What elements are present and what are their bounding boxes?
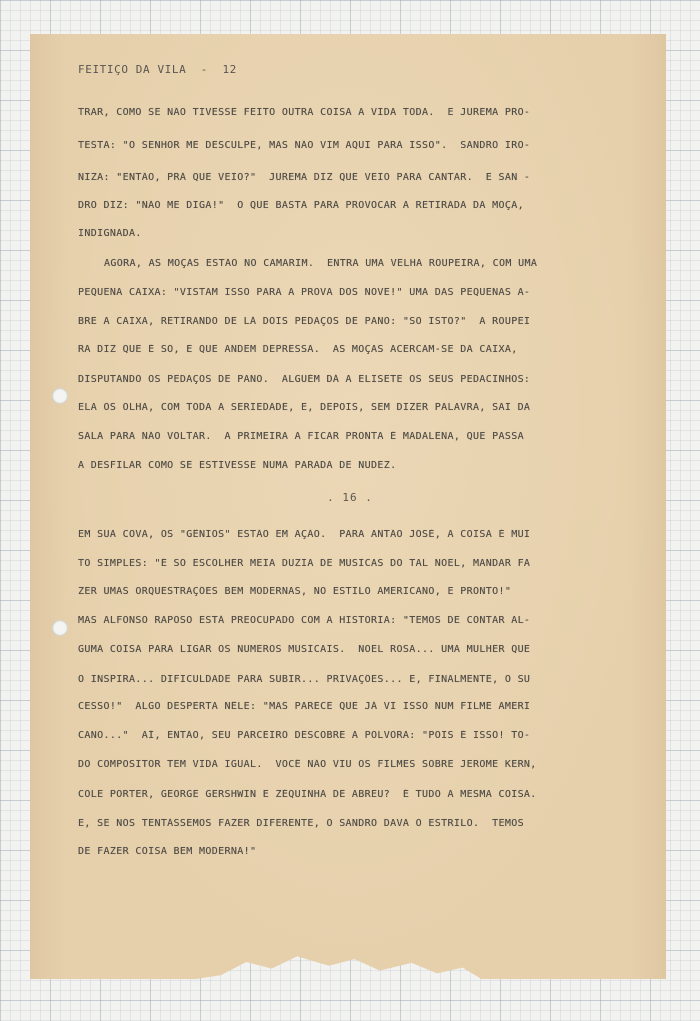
text-line: RA DIZ QUE É SÓ, E QUE ANDEM DEPRESSA. AS MOÇAS ACERCAM-SE DA CAIXA,	[78, 344, 518, 355]
text-line: PEQUENA CAIXA: "VISTAM ISSO PARA A PROVA DOS NOVE!" UMA DAS PEQUENAS A-	[78, 287, 531, 298]
text-line: CESSO!" ALGO DESPERTA NÊLE: "MAS PARECE QUE JÁ VI ISSO NUM FILME AMERI	[78, 701, 531, 712]
text-line: TRAR, COMO SE NÃO TIVESSE FEITO OUTRA COISA A VIDA TÔDA. E JUREMA PRO-	[78, 107, 531, 118]
text-line: GUMA COISA PARA LIGAR OS NÚMEROS MUSICAIS. NOEL ROSA... UMA MULHER QUE	[78, 644, 531, 655]
text-line: ELA OS OLHA, COM TÔDA A SERIEDADE, E, DEPOIS, SEM DIZER PALAVRA, SAI DA	[78, 402, 531, 413]
text-line: ZER UMAS ORQUESTRAÇÕES BEM MODERNAS, NO ESTILO AMERICANO, E PRONTO!"	[78, 586, 512, 597]
text-line: E, SE NÓS TENTÁSSEMOS FAZER DIFERENTE, O SANDRO DAVA O ESTRILO. TEMOS	[78, 818, 524, 829]
punch-hole	[52, 620, 68, 636]
text-line: DISPUTANDO OS PEDAÇOS DE PANO. ALGUÉM DÁ A ELISETE OS SEUS PEDACINHOS:	[78, 374, 531, 385]
text-line: A DESFILAR COMO SE ESTIVESSE NUMA PARADA DE NUDEZ.	[78, 460, 397, 471]
text-line: O INSPIRA... DIFICULDADE PARA SUBIR... PRIVAÇÕES... E, FINALMENTE, O SU	[78, 674, 531, 685]
text-line: DE FAZER COISA BEM MODERNA!"	[78, 846, 257, 857]
text-line: DRO DIZ: "NÃO ME DIGA!" O QUE BASTA PARA PROVOCAR A RETIRADA DA MOÇA,	[78, 200, 524, 211]
text-line: SALA PARA NÃO VOLTAR. A PRIMEIRA A FICAR PRONTA É MADALENA, QUE PASSA	[78, 431, 524, 442]
text-line: TESTA: "O SENHOR ME DESCULPE, MAS NÃO VIM AQUI PARA ISSO". SANDRO IRO-	[78, 140, 531, 151]
punch-hole	[52, 388, 68, 404]
text-line: MAS ALFONSO RAPÔSO ESTÁ PREOCUPADO COM A HISTÓRIA: "TEMOS DE CONTAR AL-	[78, 615, 531, 626]
text-line: BRE A CAIXA, RETIRANDO DE LÁ DOIS PEDAÇOS DE PANO: "SÓ ISTO?" A ROUPEI	[78, 316, 531, 327]
text-line: EM SUA COVA, OS "GÊNIOS" ESTÃO EM AÇÃO. PARA ANTÃO JOSÉ, A COISA É MUI	[78, 529, 531, 540]
text-line: TO SIMPLES: "É SÓ ESCOLHER MEIA DÚZIA DE MÚSICAS DO TAL NOEL, MANDAR FA	[78, 558, 531, 569]
page-header: FEITIÇO DA VILA - 12	[78, 63, 237, 76]
text-line: DO COMPOSITOR TEM VIDA IGUAL. VOCÊ NÃO VIU OS FILMES SÔBRE JEROME KERN,	[78, 759, 537, 770]
section-number: . 16 .	[327, 491, 373, 504]
text-line: NIZA: "ENTÃO, PRÁ QUE VEIO?" JUREMA DIZ QUE VEIO PARA CANTAR. E SAN -	[78, 172, 531, 183]
text-line: CANO..." AÍ, ENTÃO, SEU PARCEIRO DESCOBRE A PÓLVORA: "POIS É ISSO! TO-	[78, 730, 531, 741]
text-line: COLE PORTER, GEORGE GERSHWIN E ZÉQUINHA DE ABREU? É TUDO A MESMA COISA.	[78, 789, 537, 800]
text-line: INDIGNADA.	[78, 228, 142, 239]
text-line: AGORA, AS MOÇAS ESTÃO NO CAMARIM. ENTRA UMA VELHA ROUPEIRA, COM UMA	[104, 258, 538, 269]
